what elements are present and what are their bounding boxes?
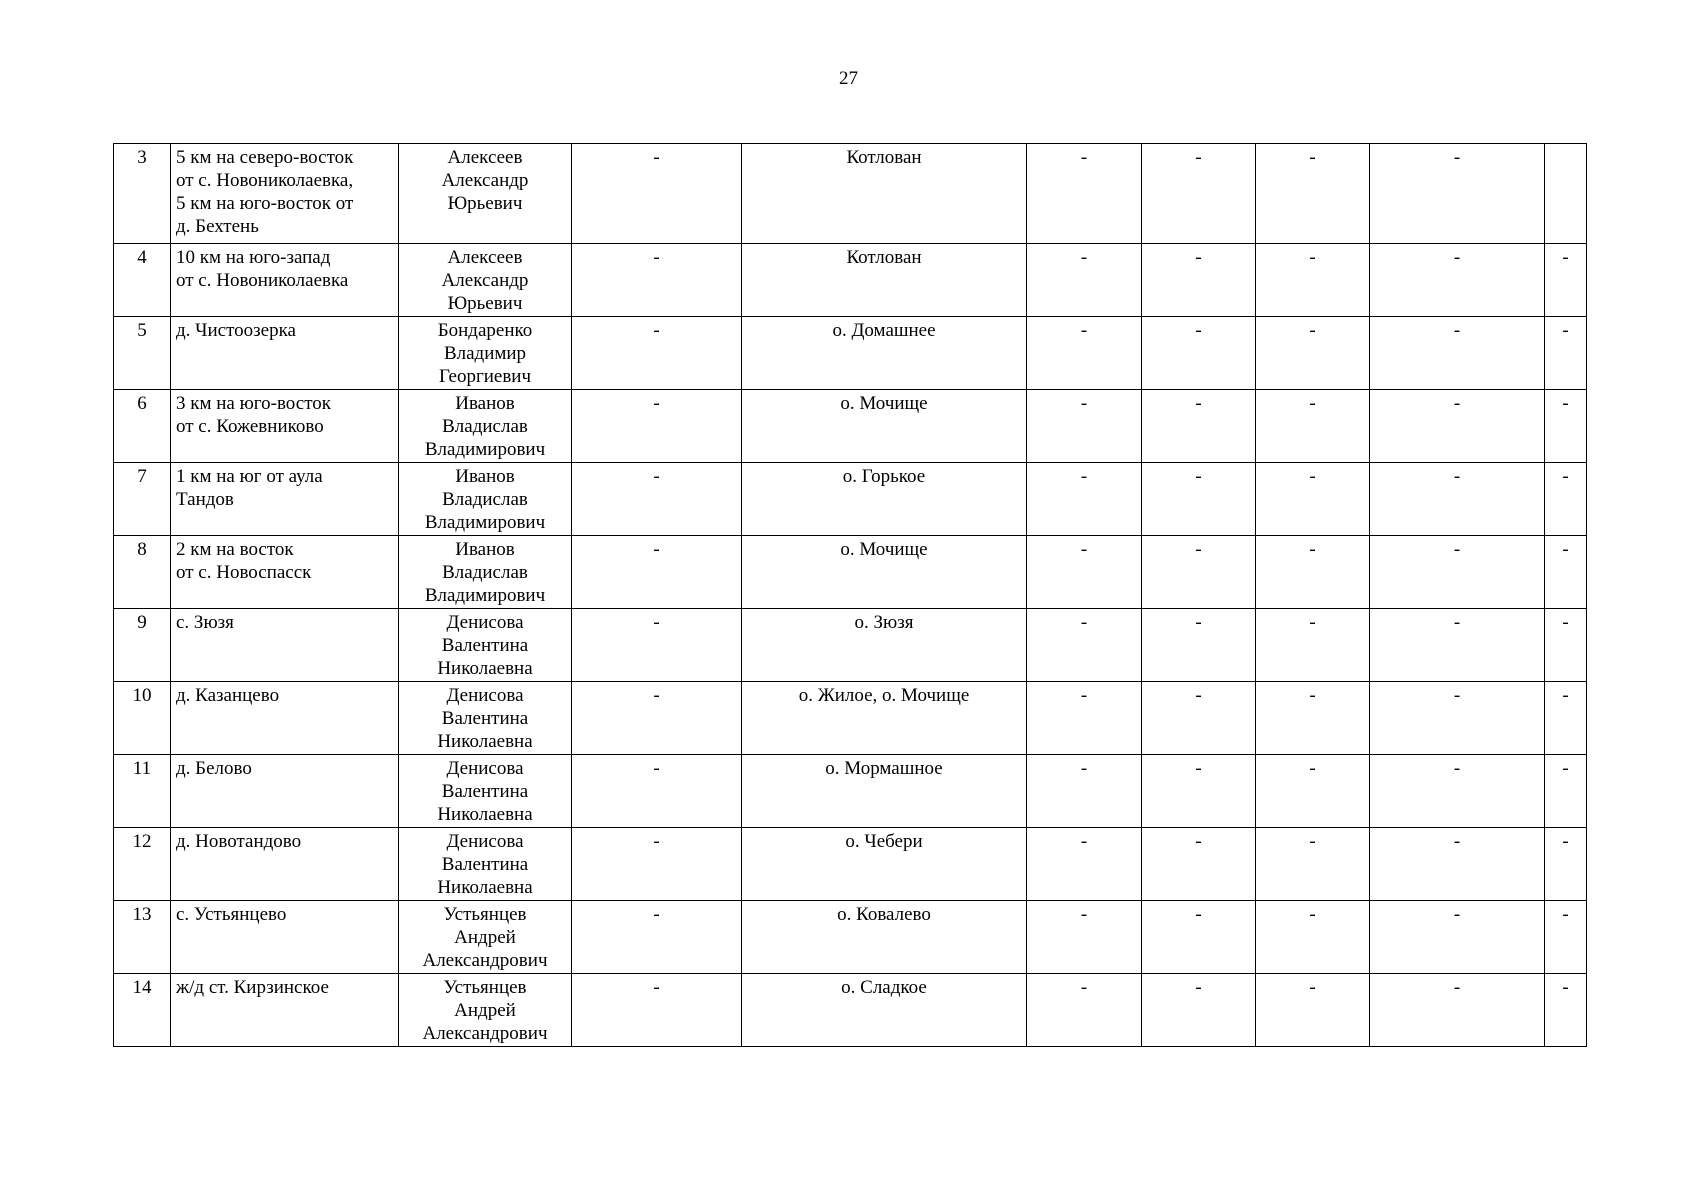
page-number: 27: [839, 68, 858, 89]
location-cell: с. Устьянцево: [171, 901, 399, 974]
row-number-cell: 11: [114, 755, 171, 828]
column-8-cell: -: [1256, 682, 1370, 755]
row-number-cell: 5: [114, 317, 171, 390]
location-cell: 10 км на юго-запад от с. Новониколаевка: [171, 244, 399, 317]
column-6-cell: -: [1027, 682, 1142, 755]
column-6-cell: -: [1027, 828, 1142, 901]
column-6-cell: -: [1027, 317, 1142, 390]
row-number-cell: 7: [114, 463, 171, 536]
column-8-cell: -: [1256, 974, 1370, 1047]
column-8-cell: -: [1256, 609, 1370, 682]
column-4-cell: -: [572, 682, 742, 755]
column-4-cell: -: [572, 317, 742, 390]
column-6-cell: -: [1027, 244, 1142, 317]
water-body-cell: о. Ковалево: [742, 901, 1027, 974]
column-6-cell: -: [1027, 144, 1142, 244]
column-9-cell: -: [1370, 901, 1545, 974]
table-row: [114, 974, 1587, 1047]
water-body-cell: о. Зюзя: [742, 609, 1027, 682]
column-6-cell: -: [1027, 755, 1142, 828]
column-6-cell: -: [1027, 609, 1142, 682]
column-4-cell: -: [572, 463, 742, 536]
water-body-cell: о. Мочище: [742, 536, 1027, 609]
row-number-cell: 13: [114, 901, 171, 974]
column-7-cell: -: [1142, 144, 1256, 244]
water-body-cell: о. Горькое: [742, 463, 1027, 536]
water-body-cell: о. Жилое, о. Мочище: [742, 682, 1027, 755]
data-table: [113, 143, 1587, 1047]
column-9-cell: -: [1370, 317, 1545, 390]
column-10-cell: -: [1545, 901, 1587, 974]
column-7-cell: -: [1142, 317, 1256, 390]
table-row: [114, 244, 1587, 317]
location-cell: д. Казанцево: [171, 682, 399, 755]
column-6-cell: -: [1027, 974, 1142, 1047]
column-4-cell: -: [572, 901, 742, 974]
location-cell: 5 км на северо-восток от с. Новониколаевка, 5 км на юго-восток от д. Бехтень: [171, 144, 399, 244]
row-number-cell: 9: [114, 609, 171, 682]
location-cell: д. Чистоозерка: [171, 317, 399, 390]
person-name-cell: Бондаренко Владимир Георгиевич: [399, 317, 572, 390]
column-6-cell: -: [1027, 390, 1142, 463]
row-number-cell: 3: [114, 144, 171, 244]
column-10-cell: -: [1545, 609, 1587, 682]
column-4-cell: -: [572, 609, 742, 682]
table-row: [114, 755, 1587, 828]
column-10-cell: -: [1545, 390, 1587, 463]
water-body-cell: о. Мочище: [742, 390, 1027, 463]
column-10-cell: [1545, 144, 1587, 244]
column-10-cell: -: [1545, 755, 1587, 828]
column-9-cell: -: [1370, 974, 1545, 1047]
table-row: [114, 609, 1587, 682]
column-8-cell: -: [1256, 536, 1370, 609]
column-4-cell: -: [572, 536, 742, 609]
person-name-cell: Денисова Валентина Николаевна: [399, 755, 572, 828]
water-body-cell: о. Сладкое: [742, 974, 1027, 1047]
column-10-cell: -: [1545, 682, 1587, 755]
column-6-cell: -: [1027, 463, 1142, 536]
column-8-cell: -: [1256, 828, 1370, 901]
column-10-cell: -: [1545, 828, 1587, 901]
location-cell: ж/д ст. Кирзинское: [171, 974, 399, 1047]
row-number-cell: 6: [114, 390, 171, 463]
column-4-cell: -: [572, 144, 742, 244]
column-9-cell: -: [1370, 682, 1545, 755]
column-8-cell: -: [1256, 317, 1370, 390]
column-8-cell: -: [1256, 244, 1370, 317]
table-row: [114, 901, 1587, 974]
column-9-cell: -: [1370, 828, 1545, 901]
person-name-cell: Алексеев Александр Юрьевич: [399, 244, 572, 317]
column-8-cell: -: [1256, 144, 1370, 244]
person-name-cell: Иванов Владислав Владимирович: [399, 390, 572, 463]
person-name-cell: Устьянцев Андрей Александрович: [399, 974, 572, 1047]
table-row: [114, 317, 1587, 390]
column-10-cell: -: [1545, 317, 1587, 390]
column-9-cell: -: [1370, 244, 1545, 317]
table-row: [114, 144, 1587, 244]
location-cell: 1 км на юг от аула Тандов: [171, 463, 399, 536]
column-9-cell: -: [1370, 390, 1545, 463]
column-9-cell: -: [1370, 144, 1545, 244]
column-10-cell: -: [1545, 244, 1587, 317]
row-number-cell: 12: [114, 828, 171, 901]
person-name-cell: Иванов Владислав Владимирович: [399, 463, 572, 536]
column-4-cell: -: [572, 974, 742, 1047]
column-8-cell: -: [1256, 390, 1370, 463]
column-10-cell: -: [1545, 536, 1587, 609]
column-7-cell: -: [1142, 244, 1256, 317]
person-name-cell: Денисова Валентина Николаевна: [399, 682, 572, 755]
location-cell: 2 км на восток от с. Новоспасск: [171, 536, 399, 609]
column-4-cell: -: [572, 828, 742, 901]
column-6-cell: -: [1027, 536, 1142, 609]
location-cell: д. Новотандово: [171, 828, 399, 901]
column-9-cell: -: [1370, 536, 1545, 609]
table-row: [114, 390, 1587, 463]
column-9-cell: -: [1370, 755, 1545, 828]
person-name-cell: Денисова Валентина Николаевна: [399, 828, 572, 901]
column-6-cell: -: [1027, 901, 1142, 974]
column-7-cell: -: [1142, 463, 1256, 536]
column-7-cell: -: [1142, 609, 1256, 682]
water-body-cell: о. Чебери: [742, 828, 1027, 901]
row-number-cell: 14: [114, 974, 171, 1047]
water-body-cell: о. Домашнее: [742, 317, 1027, 390]
person-name-cell: Иванов Владислав Владимирович: [399, 536, 572, 609]
table-row: [114, 463, 1587, 536]
person-name-cell: Устьянцев Андрей Александрович: [399, 901, 572, 974]
table-body: [114, 144, 1587, 1047]
column-9-cell: -: [1370, 463, 1545, 536]
location-cell: 3 км на юго-восток от с. Кожевниково: [171, 390, 399, 463]
column-8-cell: -: [1256, 901, 1370, 974]
column-7-cell: -: [1142, 682, 1256, 755]
person-name-cell: Алексеев Александр Юрьевич: [399, 144, 572, 244]
person-name-cell: Денисова Валентина Николаевна: [399, 609, 572, 682]
column-7-cell: -: [1142, 536, 1256, 609]
water-body-cell: о. Мормашное: [742, 755, 1027, 828]
column-4-cell: -: [572, 755, 742, 828]
row-number-cell: 4: [114, 244, 171, 317]
column-7-cell: -: [1142, 828, 1256, 901]
column-7-cell: -: [1142, 755, 1256, 828]
column-7-cell: -: [1142, 974, 1256, 1047]
row-number-cell: 8: [114, 536, 171, 609]
column-8-cell: -: [1256, 463, 1370, 536]
water-body-cell: Котлован: [742, 144, 1027, 244]
water-body-cell: Котлован: [742, 244, 1027, 317]
column-9-cell: -: [1370, 609, 1545, 682]
table-row: [114, 828, 1587, 901]
column-7-cell: -: [1142, 901, 1256, 974]
location-cell: д. Белово: [171, 755, 399, 828]
location-cell: с. Зюзя: [171, 609, 399, 682]
column-10-cell: -: [1545, 974, 1587, 1047]
table-row: [114, 536, 1587, 609]
column-4-cell: -: [572, 390, 742, 463]
column-4-cell: -: [572, 244, 742, 317]
table-row: [114, 682, 1587, 755]
column-8-cell: -: [1256, 755, 1370, 828]
column-7-cell: -: [1142, 390, 1256, 463]
row-number-cell: 10: [114, 682, 171, 755]
column-10-cell: -: [1545, 463, 1587, 536]
